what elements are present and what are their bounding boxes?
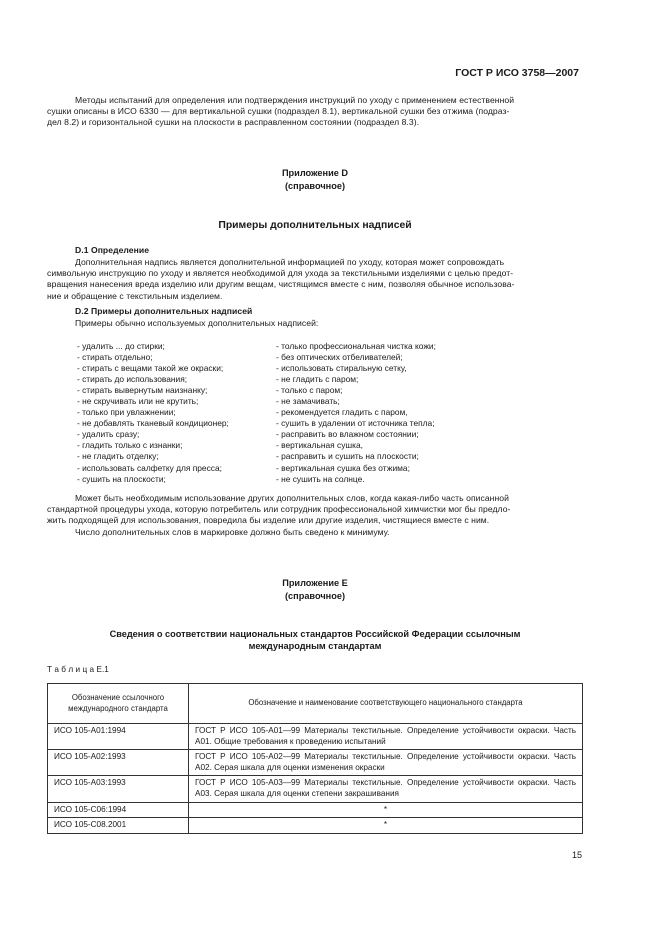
table-cell-ref: ИСО 105-А03:1993 <box>48 776 189 802</box>
list-item: - не гладить отделку; <box>77 451 159 462</box>
standards-table <box>47 683 583 834</box>
table-cell-nat: ГОСТ Р ИСО 105-А03—99 Материалы текстильные. Определение устойчивости окраски. Часть А03. Серая шкала для оценки степени закрашивания <box>189 776 583 802</box>
list-item: - вертикальная сушка без отжима; <box>276 462 410 473</box>
table-cell-ref: ИСО 105-А02:1993 <box>48 750 189 776</box>
intro-line: сушки описаны в ИСО 6330 — для вертикальной сушки (подраздел 8.1), вертикальной сушки без отжима (подраз- <box>47 106 510 117</box>
list-item: - вертикальная сушка, <box>276 440 363 451</box>
table-cell-ref: ИСО 105-А01:1994 <box>48 724 189 750</box>
list-item: - стирать до использования; <box>77 374 188 385</box>
appendix-d-type: (справочное) <box>284 181 345 191</box>
examples-list-right <box>276 341 436 485</box>
d1-line: ние и обращение с текстильным изделием. <box>47 290 223 301</box>
intro-line: дел 8.2) и горизонтальной сушки на плоскости в расправленном состоянии (подраздел 8.3). <box>47 117 420 128</box>
list-item: - только при увлажнении; <box>77 407 176 418</box>
table-row <box>48 802 583 818</box>
d1-line: вращения нанесения вреда изделию или другим вещам, чистящимся вместе с ним, позволяя обычное использова- <box>47 279 515 290</box>
list-item: - не гладить с паром; <box>276 374 359 385</box>
table-row <box>48 750 583 776</box>
list-item: - удалить ... до стирки; <box>77 341 165 351</box>
section-d2-heading: D.2 Примеры дополнительных надписей <box>75 306 253 316</box>
section-d1-heading: D.1 Определение <box>75 245 150 255</box>
appendix-d-title: Примеры дополнительных надписей <box>218 220 412 231</box>
table-row <box>48 724 583 750</box>
closing-line: стандартной процедуры ухода, которую потребитель или сотрудник профессиональной химчистки мог бы предло- <box>47 504 511 515</box>
list-item: - только с паром; <box>276 385 343 396</box>
list-item: - не добавлять тканевый кондиционер; <box>77 418 229 429</box>
list-item: - не скручивать или не крутить; <box>77 396 199 407</box>
table-cell-nat: ГОСТ Р ИСО 105-А01—99 Материалы текстильные. Определение устойчивости окраски. Часть А01. Общие требования к проведению испытаний <box>189 724 583 750</box>
table-row <box>48 776 583 802</box>
d1-line: символьную инструкцию по уходу и является необходимой для ухода за текстильными изделиями с целью предот- <box>47 268 514 279</box>
list-item: - расправить и сушить на плоскости; <box>276 451 419 462</box>
list-item: - расправить во влажном состоянии; <box>276 429 419 440</box>
table-cell-ref: ИСО 105-С06:1994 <box>48 802 189 818</box>
document-standard-number: ГОСТ Р ИСО 3758—2007 <box>455 67 579 79</box>
page-number: 15 <box>572 850 583 860</box>
appendix-d-label: Приложение D <box>281 168 349 178</box>
appendix-e-type: (справочное) <box>284 591 345 601</box>
list-item: - сушить в удалении от источника тепла; <box>276 418 435 429</box>
examples-list-left <box>77 341 229 485</box>
closing-paragraph <box>47 493 583 538</box>
appendix-e-label: Приложение E <box>282 578 348 588</box>
list-item: - использовать стиральную сетку, <box>276 363 407 374</box>
list-item: - стирать с вещами такой же окраски; <box>77 363 224 374</box>
list-item: - не замачивать; <box>276 396 340 407</box>
closing-line: Число дополнительных слов в маркировке должно быть сведено к минимуму. <box>75 526 390 537</box>
d1-line: Дополнительная надпись является дополнительной информацией по уходу, которая может сопровождать <box>75 257 505 267</box>
intro-line: Методы испытаний для определения или подтверждения инструкций по уходу с применением естественной <box>75 95 515 105</box>
list-item: - стирать отдельно; <box>77 352 153 363</box>
appendix-e-title-line1: Сведения о соответствии национальных стандартов Российской Федерации ссылочным <box>109 629 521 639</box>
table-header-row <box>48 684 583 724</box>
appendix-e-title-line2: международным стандартам <box>248 641 382 651</box>
list-item: - стирать вывернутым наизнанку; <box>77 385 208 396</box>
list-item: - только профессиональная чистка кожи; <box>276 341 436 351</box>
table-cell-nat: ГОСТ Р ИСО 105-А02—99 Материалы текстильные. Определение устойчивости окраски. Часть А02. Серая шкала для оценки изменения окраски <box>189 750 583 776</box>
closing-line: Может быть необходимым использование других дополнительных слов, когда какая-либо часть описанной <box>75 493 509 503</box>
list-item: - гладить только с изнанки; <box>77 440 183 451</box>
table-header-nat: Обозначение и наименование соответствующего национального стандарта <box>189 684 583 724</box>
list-item: - сушить на плоскости; <box>77 473 166 484</box>
table-row <box>48 818 583 834</box>
table-cell-nat: * <box>189 818 583 834</box>
list-item: - без оптических отбеливателей; <box>276 352 403 363</box>
table-cell-nat: * <box>189 802 583 818</box>
intro-paragraph <box>47 95 583 129</box>
list-item: - удалить сразу; <box>77 429 140 440</box>
list-item: - использовать салфетку для пресса; <box>77 462 222 473</box>
table-caption: Т а б л и ц а E.1 <box>47 665 109 674</box>
list-item: - рекомендуется гладить с паром, <box>276 407 408 418</box>
table-header-ref: Обозначение ссылочного международного стандарта <box>48 684 189 724</box>
section-d2-intro: Примеры обычно используемых дополнительных надписей: <box>75 318 319 328</box>
list-item: - не сушить на солнце. <box>276 473 365 484</box>
table-cell-ref: ИСО 105-С08.2001 <box>48 818 189 834</box>
section-d1-body <box>47 257 583 302</box>
closing-line: жить подходящей для использования, повредила бы изделие или другие изделия, чистящиеся вместе с ним. <box>47 515 490 526</box>
